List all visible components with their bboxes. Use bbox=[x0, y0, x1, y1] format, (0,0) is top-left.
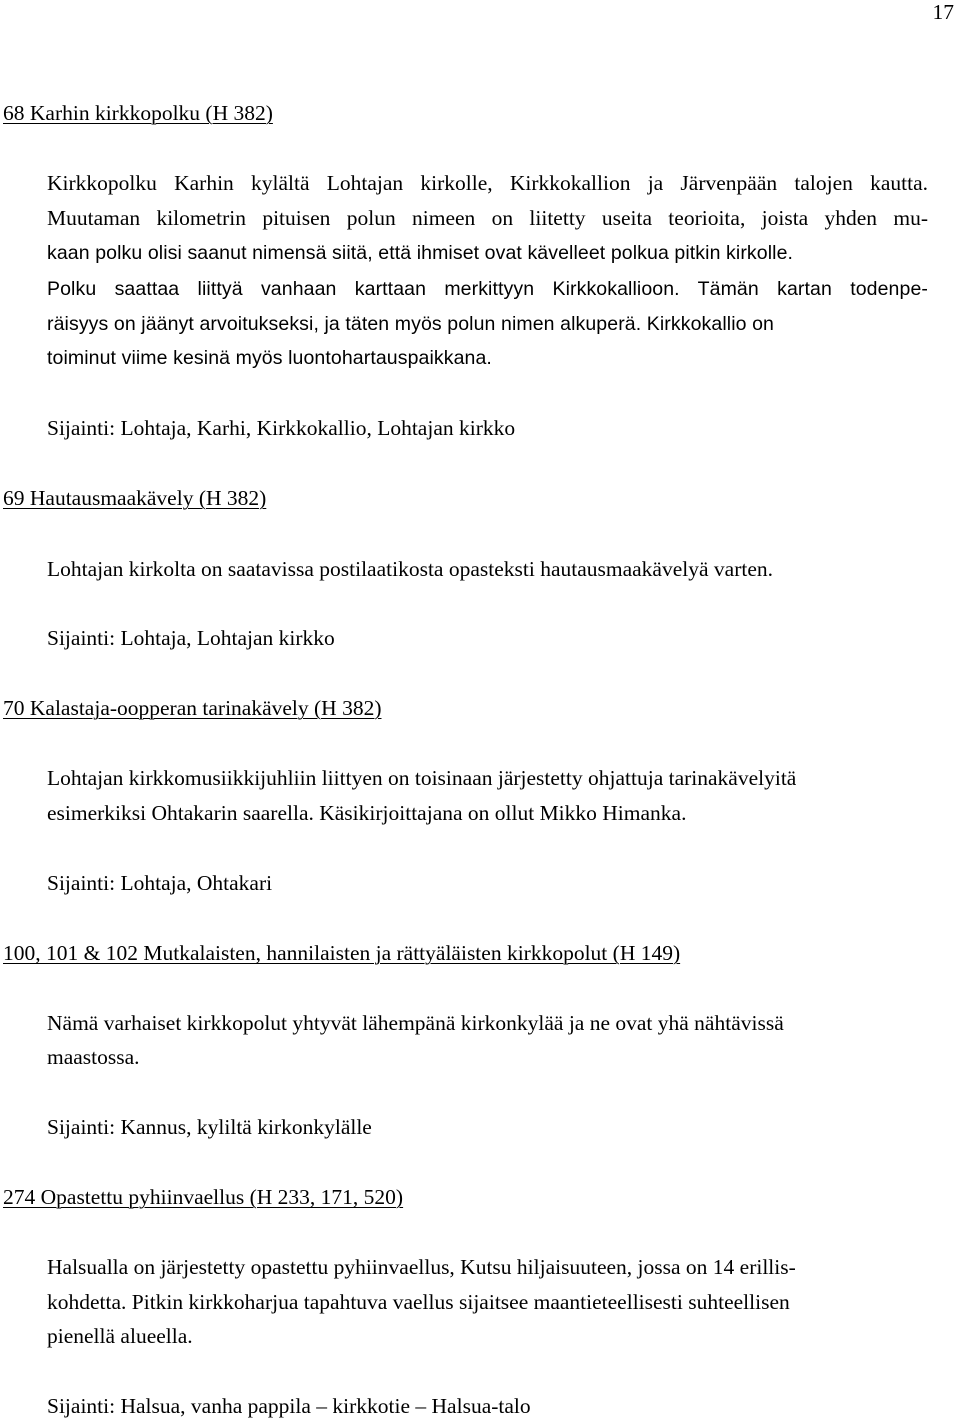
paragraph-line: toiminut viime kesinä myös luontohartauspaikkana. bbox=[47, 347, 492, 369]
entry-heading: 68 Karhin kirkkopolku (H 382) bbox=[3, 101, 273, 125]
paragraph-line: Kirkkopolku Karhin kylältä Lohtajan kirkolle, Kirkkokallion ja Järvenpään talojen kautta. bbox=[47, 171, 928, 195]
location-line: Sijainti: Lohtaja, Karhi, Kirkkokallio, Lohtajan kirkko bbox=[47, 416, 516, 440]
paragraph-line: maastossa. bbox=[47, 1045, 140, 1069]
entry-heading: 100, 101 & 102 Mutkalaisten, hannilaisten ja rättyäläisten kirkkopolut (H 149) bbox=[3, 941, 681, 965]
paragraph-line: Nämä varhaiset kirkkopolut yhtyvät lähempänä kirkonkylää ja ne ovat yhä nähtävissä bbox=[47, 1011, 784, 1035]
paragraph-line: räisyys on jäänyt arvoitukseksi, ja täten myös polun nimen alkuperä. Kirkkokallio on bbox=[47, 313, 774, 335]
paragraph-line: pienellä alueella. bbox=[47, 1324, 193, 1348]
paragraph-line: Lohtajan kirkkomusiikkijuhliin liittyen on toisinaan järjestetty ohjattuja tarinakävelyitä bbox=[47, 766, 797, 790]
paragraph-line: kaan polku olisi saanut nimensä siitä, että ihmiset ovat kävelleet polkua pitkin kirkolle. bbox=[47, 242, 794, 264]
paragraph-line: esimerkiksi Ohtakarin saarella. Käsikirjoittajana on ollut Mikko Himanka. bbox=[47, 801, 687, 825]
paragraph-line: Halsualla on järjestetty opastettu pyhiinvaellus, Kutsu hiljaisuuteen, jossa on 14 erillis- bbox=[47, 1255, 796, 1279]
location-line: Sijainti: Lohtaja, Lohtajan kirkko bbox=[47, 626, 335, 650]
paragraph-line: Lohtajan kirkolta on saatavissa postilaatikosta opasteksti hautausmaakävelyä varten. bbox=[47, 557, 774, 581]
entry-heading: 274 Opastettu pyhiinvaellus (H 233, 171, 520) bbox=[3, 1185, 404, 1209]
paragraph-line: kohdetta. Pitkin kirkkoharjua tapahtuva vaellus sijaitsee maantieteellisesti suhteellisen bbox=[47, 1290, 790, 1314]
entry-heading: 70 Kalastaja-oopperan tarinakävely (H 382) bbox=[3, 696, 382, 720]
location-line: Sijainti: Kannus, kyliltä kirkonkylälle bbox=[47, 1115, 372, 1139]
paragraph-line: Muutaman kilometrin pituisen polun nimeen on liitetty useita teorioita, joista yhden mu- bbox=[47, 206, 928, 230]
location-line: Sijainti: Halsua, vanha pappila – kirkkotie – Halsua-talo bbox=[47, 1394, 531, 1418]
location-line: Sijainti: Lohtaja, Ohtakari bbox=[47, 871, 273, 895]
paragraph-line: Polku saattaa liittyä vanhaan karttaan merkittyyn Kirkkokallioon. Tämän kartan todenpe- bbox=[47, 278, 928, 300]
page-number: 17 bbox=[932, 0, 954, 24]
entry-heading: 69 Hautausmaakävely (H 382) bbox=[3, 486, 267, 510]
